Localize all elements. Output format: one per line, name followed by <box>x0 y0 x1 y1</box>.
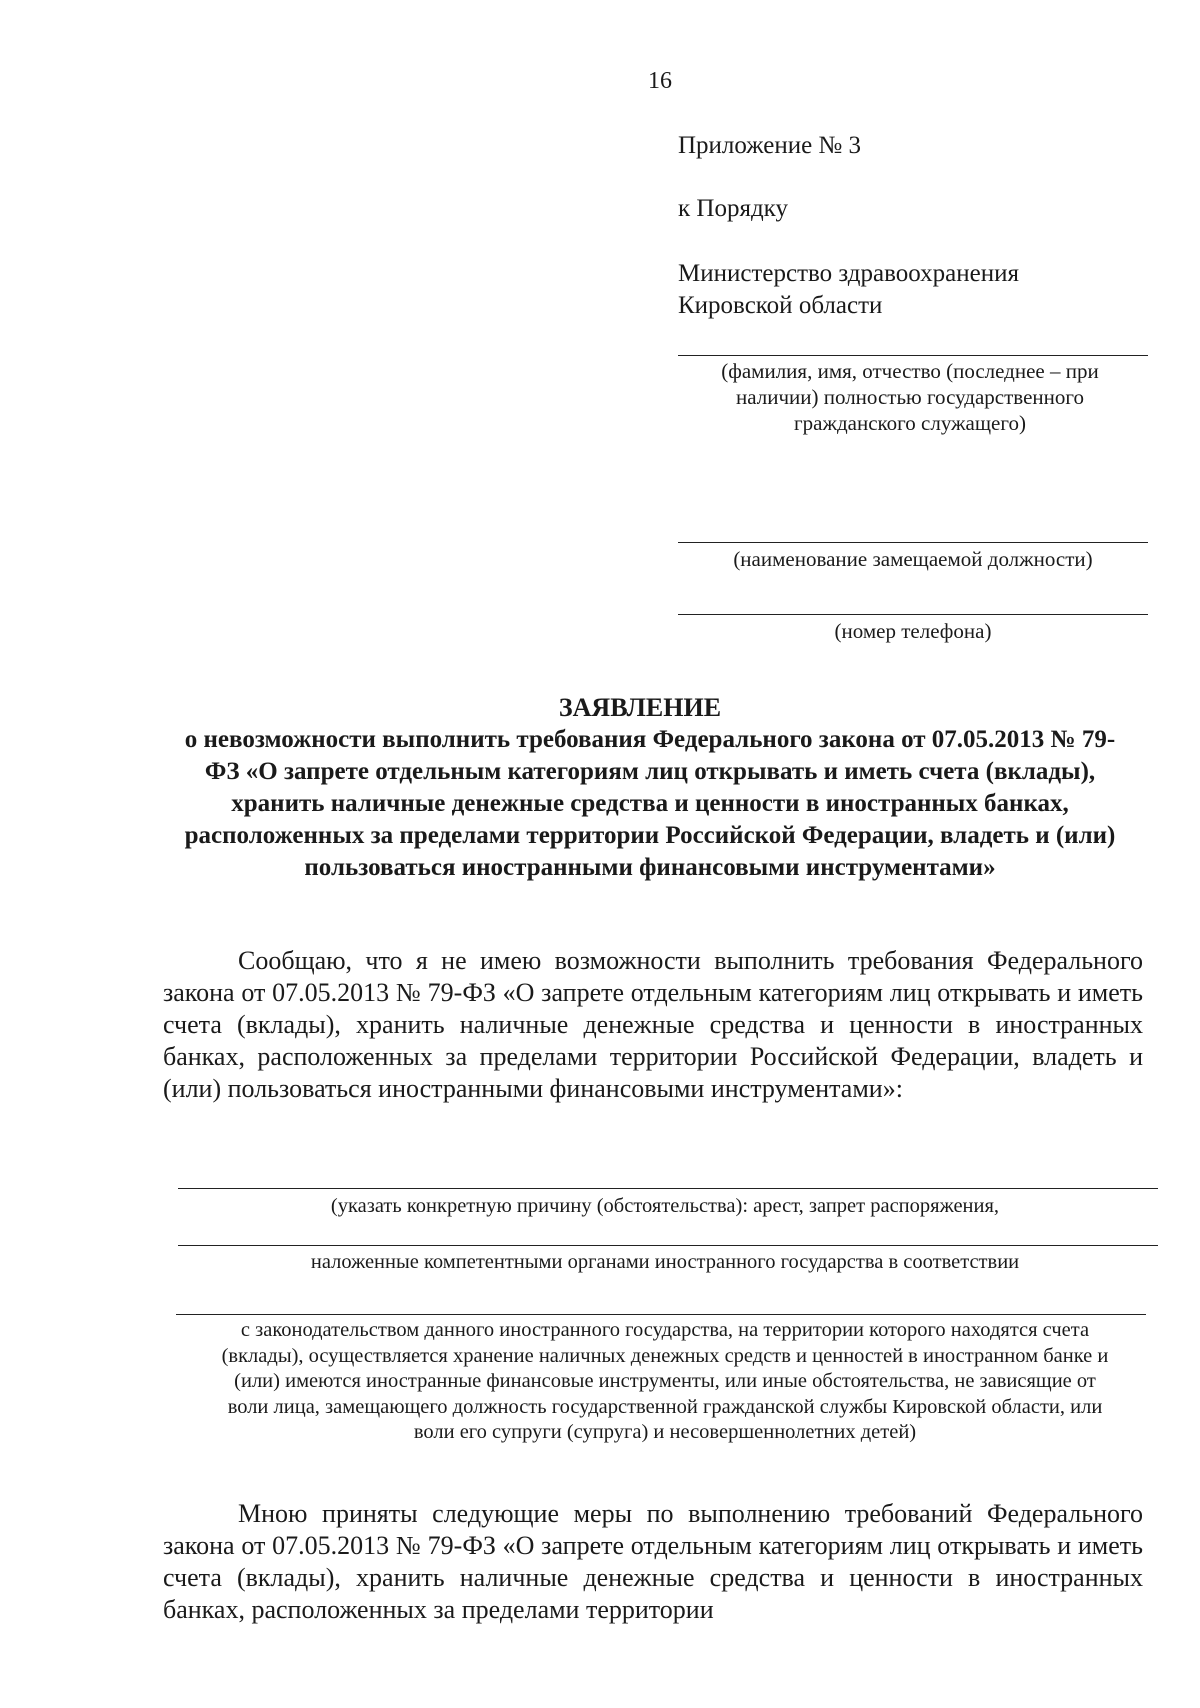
to-order-label: к Порядку <box>678 195 788 222</box>
appendix-label: Приложение № 3 <box>678 132 862 159</box>
body-paragraph-1: Сообщаю, что я не имею возможности выполнить требования Федерального закона от 07.05.2013 № 79-ФЗ «О запрете отдельным категориям лиц открывать и иметь счета (вклады), хранить наличные денежные средства и ценности в иностранных банках, расположенных за пределами территории Российской Федерации, владеть и (или) пользоваться иностранными финансовыми инструментами»: <box>163 946 1143 1103</box>
ministry-line-1: Министерство здравоохранения <box>678 260 1019 287</box>
ministry-line-2: Кировской области <box>678 292 883 319</box>
reason-caption-3: с законодательством данного иностранного государства, на территории которого находятся счета (вклады), осуществляется хранение наличных денежных средств и ценностей в иностранном банке и (или) имеются иностранные финансовые инструменты, или иные обстоятельства, не зависящие от воли лица, замещающего должность государственной гражданской службы Кировской области, или воли его супруги (супруга) и несовершеннолетних детей) <box>221 1319 1109 1443</box>
position-field-line[interactable] <box>678 542 1148 543</box>
reason-caption-2: наложенные компетентными органами иностранного государства в соответствии <box>310 1251 1020 1273</box>
body-paragraph-2: Мною приняты следующие меры по выполнению требований Федерального закона от 07.05.2013 № 79-ФЗ «О запрете отдельным категориям лиц открывать и иметь счета (вклады), хранить наличные денежные средства и ценности в иностранных банках, расположенных за пределами территории <box>163 1499 1143 1624</box>
reason-field-line-3[interactable] <box>176 1314 1146 1315</box>
reason-field-line-2[interactable] <box>178 1245 1158 1246</box>
phone-field-caption: (номер телефона) <box>834 619 992 643</box>
reason-field-line-1[interactable] <box>178 1188 1158 1189</box>
position-field-caption: (наименование замещаемой должности) <box>733 547 1093 571</box>
name-field-line[interactable] <box>678 355 1148 356</box>
statement-title: ЗАЯВЛЕНИЕ <box>558 693 722 722</box>
statement-subtitle: о невозможности выполнить требования Федерального закона от 07.05.2013 № 79-ФЗ «О запрете отдельным категориям лиц открывать и иметь счета (вклады), хранить наличные денежные средства и ценности в иностранных банках, расположенных за пределами территории Российской Федерации, владеть и (или) пользоваться иностранными финансовыми инструментами» <box>184 726 1116 881</box>
name-field-caption: (фамилия, имя, отчество (последнее – при наличии) полностью государственного гражданского служащего) <box>721 359 1099 435</box>
phone-field-line[interactable] <box>678 614 1148 615</box>
page-number: 16 <box>648 68 672 94</box>
reason-caption-1: (указать конкретную причину (обстоятельства): арест, запрет распоряжения, <box>330 1195 1000 1217</box>
